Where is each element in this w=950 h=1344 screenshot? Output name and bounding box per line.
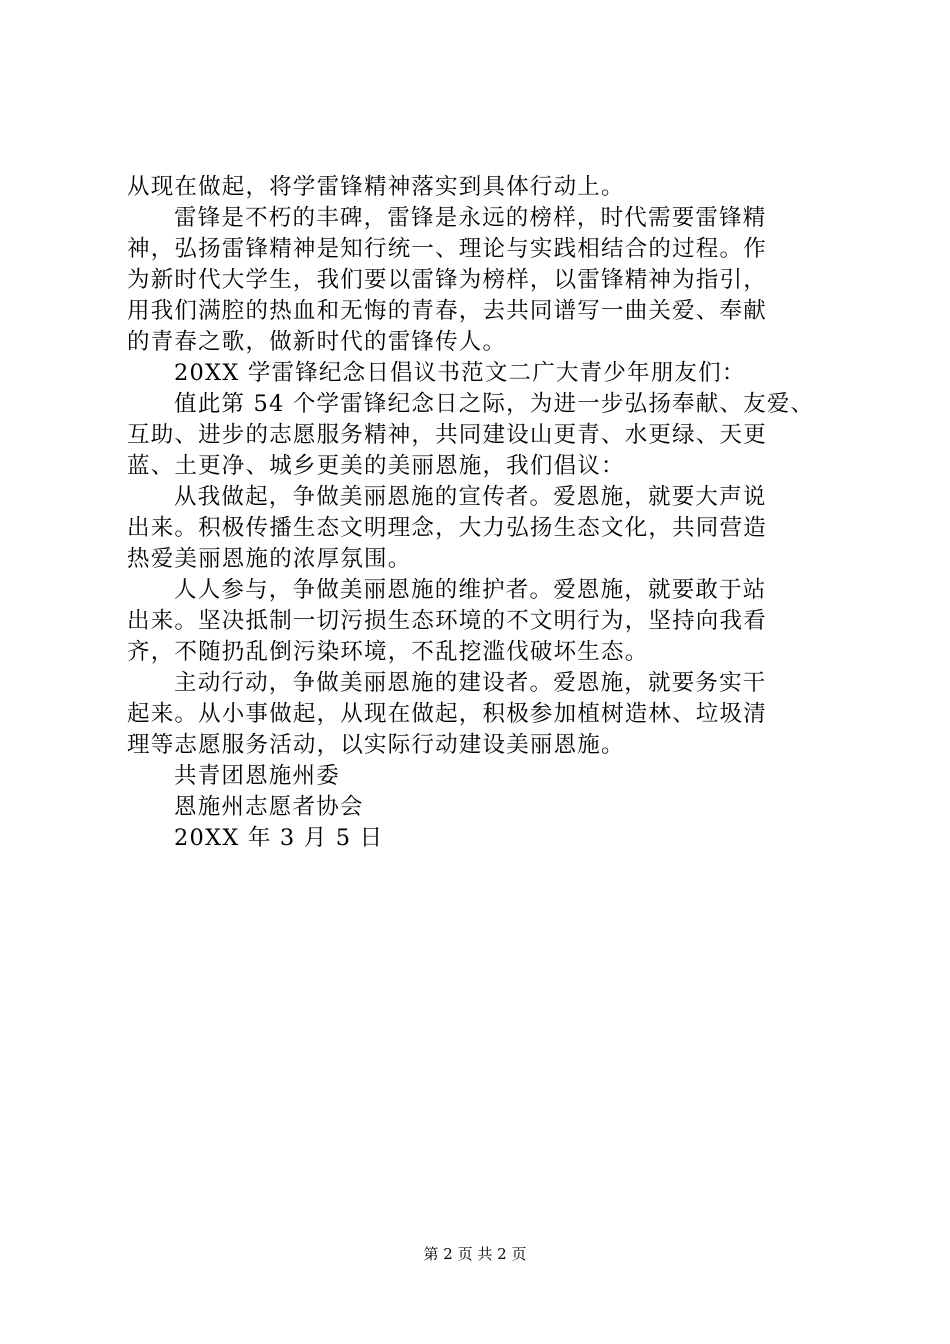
signature-organization: 共青团恩施州委 [174, 763, 340, 789]
text-line: 20XX 学雷锋纪念日倡议书范文二广大青少年朋友们： [174, 360, 746, 386]
text-line: 从现在做起，将学雷锋精神落实到具体行动上。 [127, 174, 625, 200]
text-line: 用我们满腔的热血和无悔的青春，去共同谱写一曲关爱、奉献 [127, 298, 767, 324]
text-line: 热爱美丽恩施的浓厚氛围。 [127, 546, 412, 572]
text-line: 为新时代大学生，我们要以雷锋为榜样，以雷锋精神为指引， [127, 267, 767, 293]
text-line: 起来。从小事做起，从现在做起，积极参加植树造林、垃圾清 [127, 701, 767, 727]
text-line: 人人参与，争做美丽恩施的维护者。爱恩施，就要敢于站 [174, 577, 767, 603]
text-line: 齐，不随扔乱倒污染环境，不乱挖滥伐破坏生态。 [127, 639, 649, 665]
text-line: 神，弘扬雷锋精神是知行统一、理论与实践相结合的过程。作 [127, 236, 767, 262]
text-line: 从我做起，争做美丽恩施的宣传者。爱恩施，就要大声说 [174, 484, 767, 510]
signature-organization: 恩施州志愿者协会 [174, 794, 364, 820]
page-footer: 第 2 页 共 2 页 [423, 1245, 527, 1263]
signature-date: 20XX 年 3 月 5 日 [174, 825, 384, 851]
text-line: 理等志愿服务活动，以实际行动建设美丽恩施。 [127, 732, 625, 758]
text-line: 值此第 54 个学雷锋纪念日之际，为进一步弘扬奉献、友爱、 [174, 391, 815, 417]
text-line: 主动行动，争做美丽恩施的建设者。爱恩施，就要务实干 [174, 670, 767, 696]
document-body [127, 172, 837, 854]
text-line: 出来。坚决抵制一切污损生态环境的不文明行为，坚持向我看 [127, 608, 767, 634]
text-line: 雷锋是不朽的丰碑，雷锋是永远的榜样，时代需要雷锋精 [174, 205, 767, 231]
text-line: 互助、进步的志愿服务精神，共同建设山更青、水更绿、天更 [127, 422, 767, 448]
text-line: 的青春之歌，做新时代的雷锋传人。 [127, 329, 507, 355]
text-line: 蓝、土更净、城乡更美的美丽恩施，我们倡议： [127, 453, 625, 479]
text-line: 出来。积极传播生态文明理念，大力弘扬生态文化，共同营造 [127, 515, 767, 541]
